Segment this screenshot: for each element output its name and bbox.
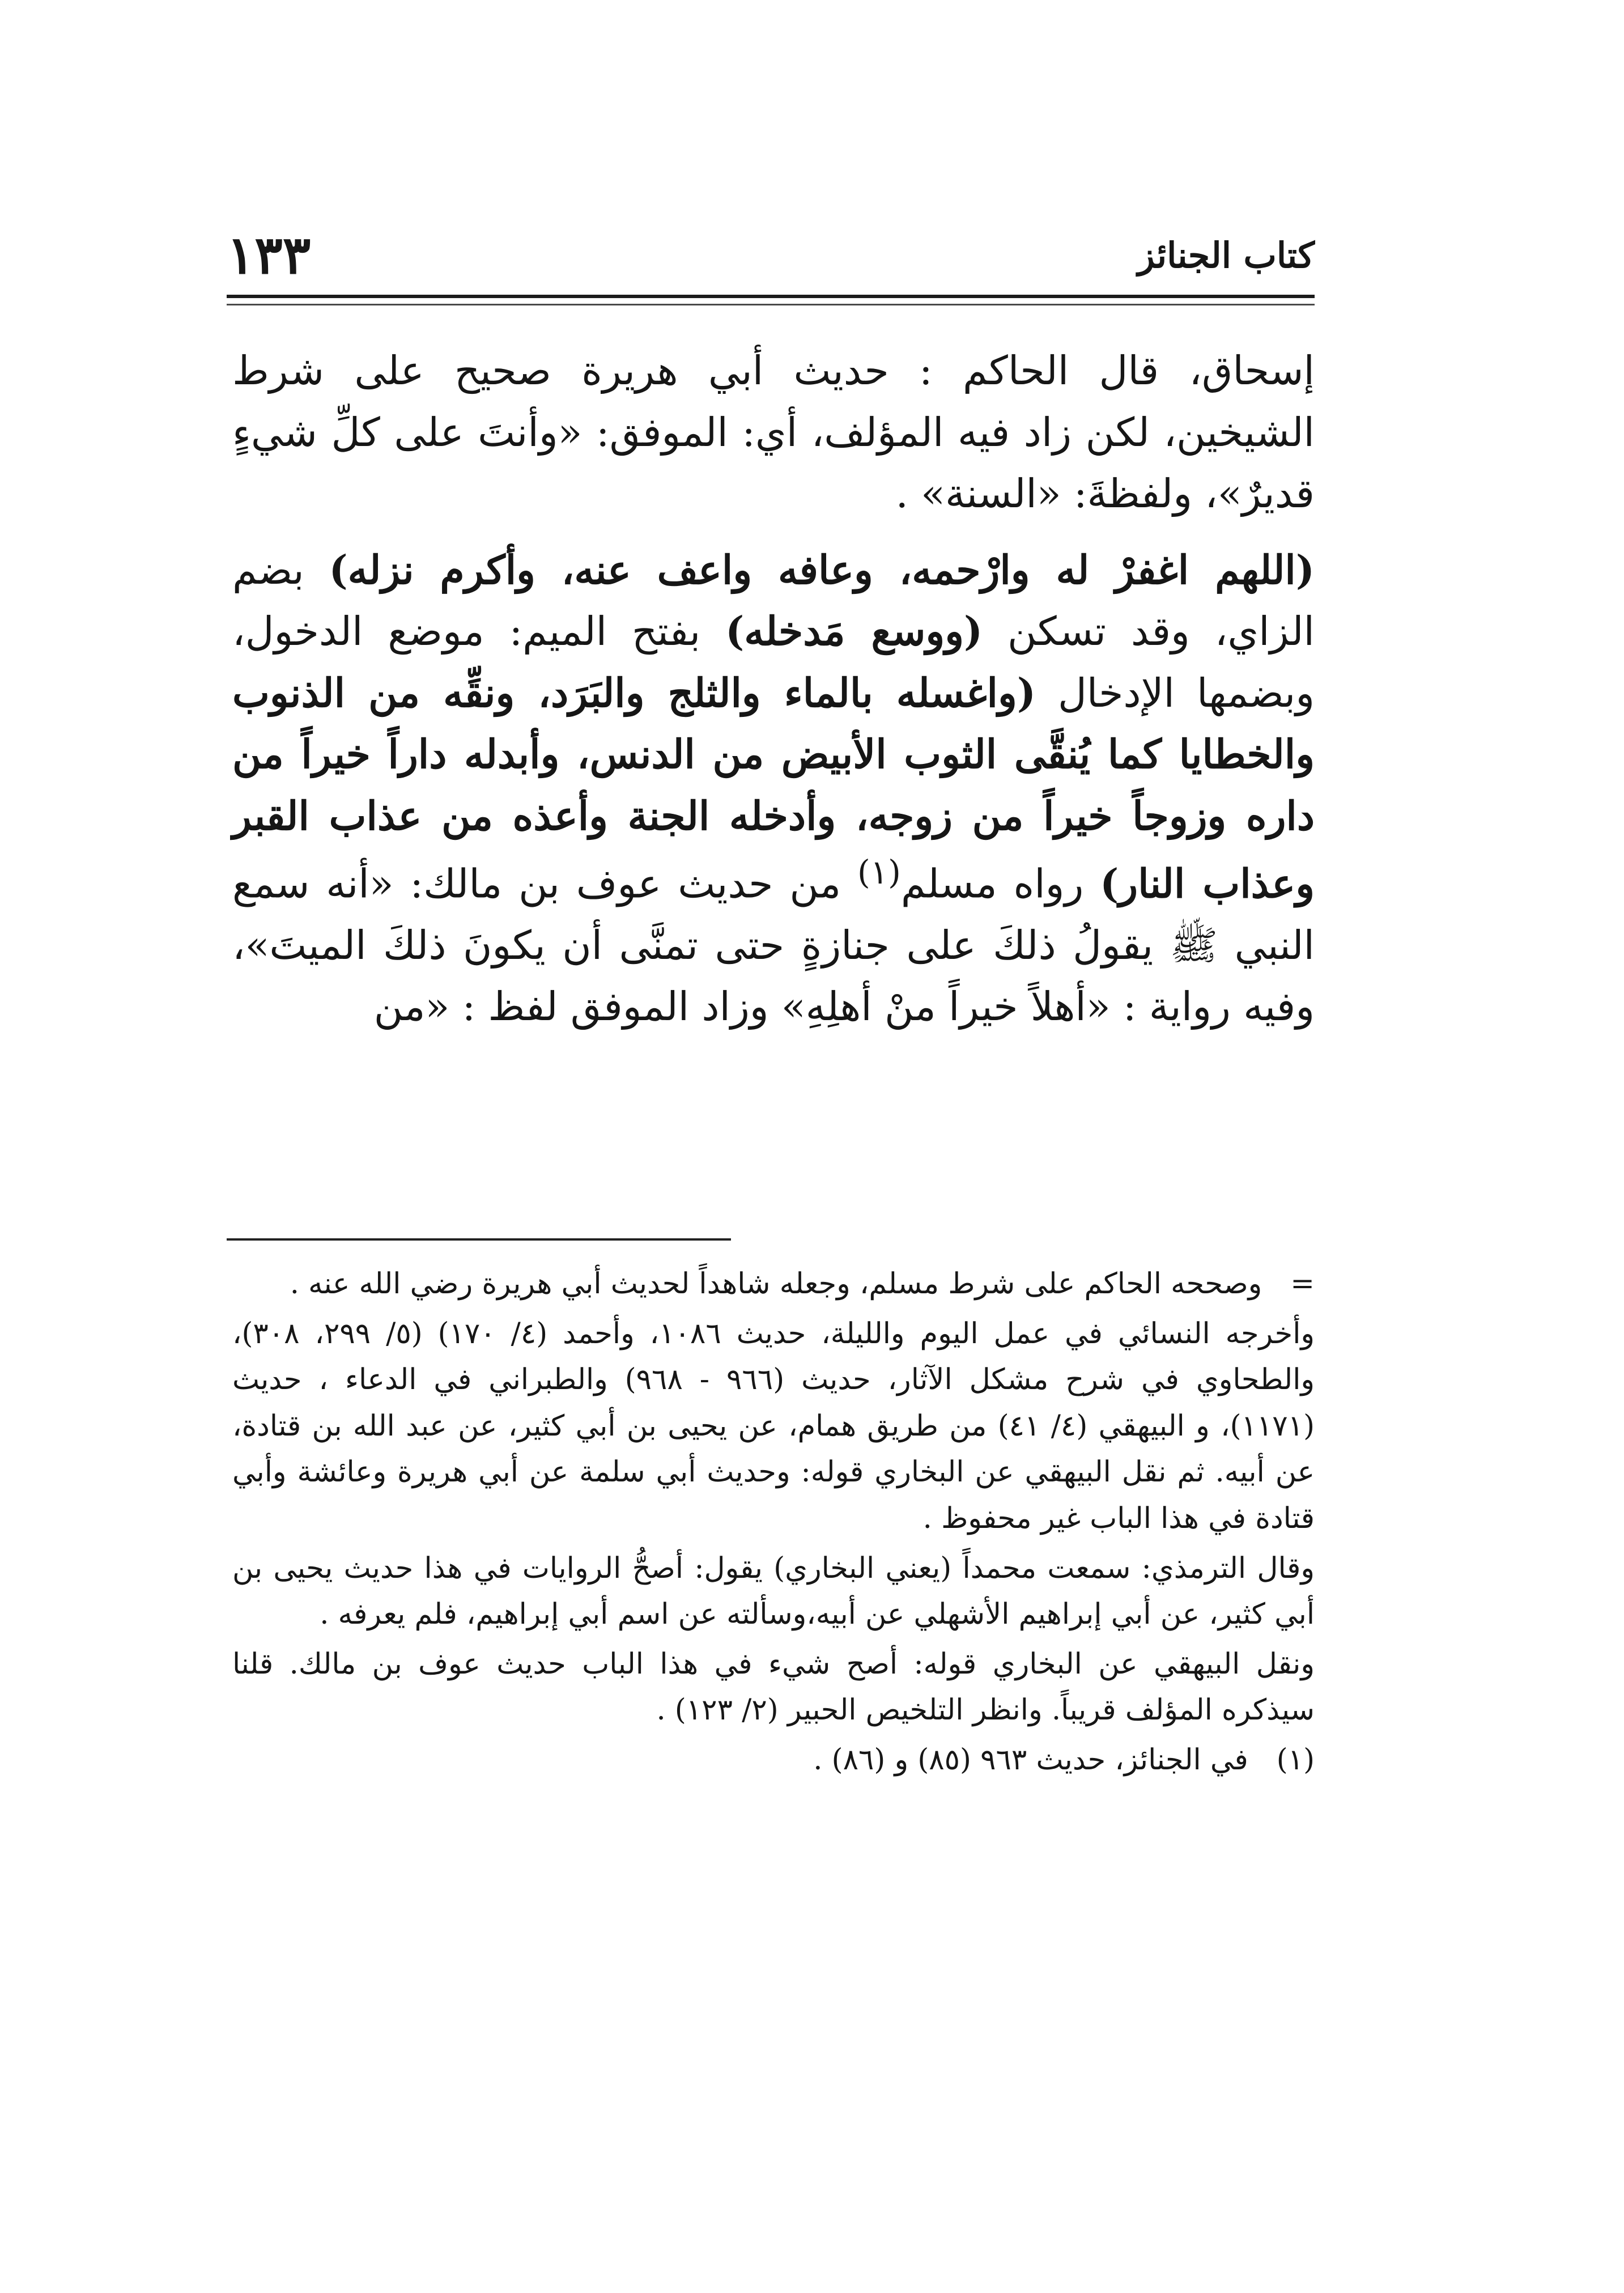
continuation-marker: = <box>1290 1267 1315 1301</box>
footnote-reference[interactable]: (١) <box>857 853 901 891</box>
footnote-paragraph-2: وأخرجه النسائي في عمل اليوم والليلة، حديث ١٠٨٦، وأحمد (٤/ ١٧٠) (٥/ ٢٩٩، ٣٠٨)، والطحاوي في شرح مشكل الآثار، حديث (٩٦٦ - ٩٦٨) والطبراني في الدعاء ، حديث (١١٧١)، و البيهقي (٤/ ٤١) من طريق همام، عن يحيى بن أبي كثير، عن عبد الله بن قتادة، عن أبيه. ثم نقل البيهقي عن البخاري قوله: وحديث أبي سلمة عن أبي هريرة وعائشة وأبي قتادة في هذا الباب غير محفوظ . <box>232 1317 1315 1535</box>
footnote-1-marker: (١) <box>1276 1743 1315 1777</box>
paragraph-2 <box>232 540 1315 1038</box>
quoted-supplication-3: (واغسله بالماء والثلج والبَرَد، ونقِّه من الذنوب والخطايا كما يُنقَّى الثوب الأبيض من الدنس، وأبدله داراً خيراً من داره وزوجاً خيراً من زوجه، وأدخله الجنة وأعذه من عذاب القبر وعذاب النار) <box>232 669 1315 907</box>
main-text <box>232 340 1315 1052</box>
continuation-text: وصححه الحاكم على شرط مسلم، وجعله شاهداً لحديث أبي هريرة رضي الله عنه . <box>290 1267 1262 1301</box>
header-rule-thin <box>227 304 1315 305</box>
footnotes <box>232 1261 1315 1787</box>
footnote-separator <box>227 1238 731 1241</box>
paragraph-1: إسحاق، قال الحاكم : حديث أبي هريرة صحيح على شرط الشيخين، لكن زاد فيه المؤلف، أي: الموفق: «وأنتَ على كلِّ شيءٍ قديرٌ»، ولفظةَ: «السنة» . <box>232 347 1315 517</box>
page-number: ١٣٣ <box>227 224 311 286</box>
footnote-1 <box>232 1737 1315 1784</box>
footnote-1-text: في الجنائز، حديث ٩٦٣ (٨٥) و (٨٦) . <box>813 1743 1248 1777</box>
quoted-supplication-2: (ووسع مَدخله) <box>725 608 983 655</box>
commentary-3: رواه مسلم <box>900 860 1100 907</box>
footnote-continuation <box>232 1261 1315 1307</box>
quoted-supplication-1: (اللهم اغفرْ له وارْحمه، وعافه واعف عنه، وأكرم نزله) <box>329 546 1315 593</box>
commentary-2: بفتح الميم: موضع الدخول، وبضمها الإدخال <box>232 608 1315 716</box>
commentary-4: من حديث عوف بن مالك: «أنه سمع النبي ﷺ يقولُ ذلكَ على جنازةٍ حتى تمنَّى أن يكونَ ذلكَ الميتَ»، وفيه رواية : «أهلاً خيراً منْ أهلِهِ» وزاد الموفق لفظ : «من <box>232 860 1315 1030</box>
running-header-title: كتاب الجنائز <box>1137 235 1315 276</box>
footnote-paragraph-3: وقال الترمذي: سمعت محمداً (يعني البخاري) يقول: أصحُّ الروايات في هذا حديث يحيى بن أبي كثير، عن أبي إبراهيم الأشهلي عن أبيه،وسألته عن اسم أبي إبراهيم، فلم يعرفه . <box>232 1551 1315 1632</box>
header-rule <box>227 295 1315 298</box>
commentary-1: بضم الزاي، وقد تسكن <box>232 546 1315 655</box>
footnote-paragraph-4: ونقل البيهقي عن البخاري قوله: أصح شيء في هذا الباب حديث عوف بن مالك. قلنا سيذكره المؤلف قريباً. وانظر التلخيص الحبير (٢/ ١٢٣) . <box>232 1647 1315 1727</box>
page-header <box>227 224 1315 289</box>
